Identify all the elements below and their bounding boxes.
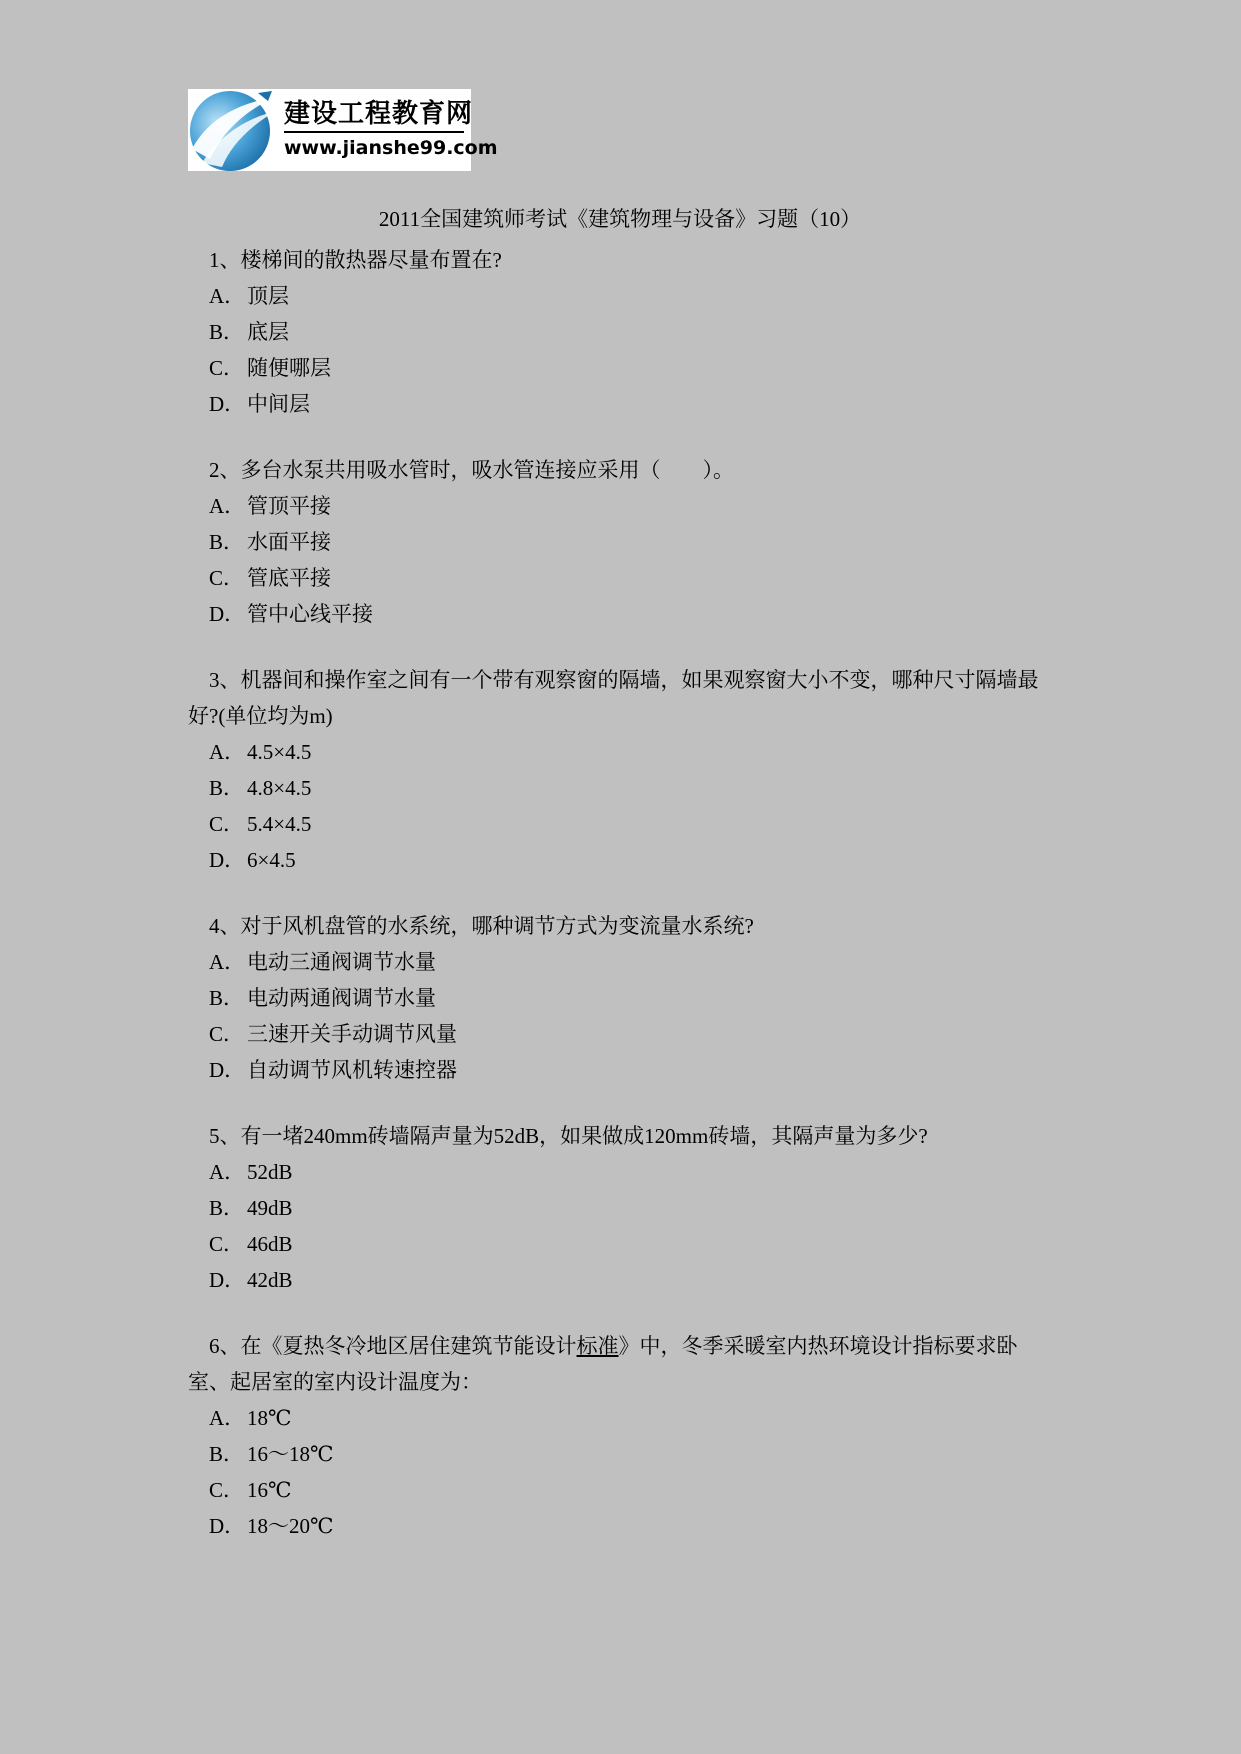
- option-letter: D．: [209, 392, 246, 416]
- option-letter: D．: [209, 602, 246, 626]
- option-letter: C．: [209, 356, 245, 380]
- option-text: 4.5×4.5: [247, 740, 312, 764]
- option-d: [188, 842, 1052, 878]
- question-stem: [188, 1328, 1052, 1400]
- option-text: 水面平接: [247, 530, 331, 554]
- option-b: [188, 1190, 1052, 1226]
- option-text: 顶层: [247, 284, 289, 308]
- option-letter: C．: [209, 812, 245, 836]
- question-list: [188, 242, 1052, 1574]
- option-b: [188, 314, 1052, 350]
- option-letter: C．: [209, 566, 245, 590]
- option-a: [188, 944, 1052, 980]
- option-d: [188, 1508, 1052, 1544]
- option-list: [188, 488, 1052, 632]
- option-list: [188, 734, 1052, 878]
- option-text: 底层: [247, 320, 289, 344]
- option-c: [188, 350, 1052, 386]
- option-letter: C．: [209, 1478, 245, 1502]
- option-text: 随便哪层: [247, 356, 331, 380]
- option-a: [188, 1400, 1052, 1436]
- question-3: [188, 662, 1052, 878]
- option-a: [188, 1154, 1052, 1190]
- option-text: 49dB: [247, 1196, 293, 1220]
- option-text: 46dB: [247, 1232, 293, 1256]
- option-c: [188, 1472, 1052, 1508]
- option-text: 5.4×4.5: [247, 812, 312, 836]
- option-letter: D．: [209, 1514, 246, 1538]
- option-letter: C．: [209, 1232, 245, 1256]
- option-d: [188, 1262, 1052, 1298]
- question-stem: 4、对于风机盘管的水系统，哪种调节方式为变流量水系统?: [209, 914, 754, 938]
- option-b: [188, 770, 1052, 806]
- option-c: [188, 1226, 1052, 1262]
- option-list: [188, 1400, 1052, 1544]
- option-b: [188, 980, 1052, 1016]
- option-text: 18℃: [247, 1406, 292, 1430]
- question-stem: 2、多台水泵共用吸水管时，吸水管连接应采用（ ）。: [209, 458, 734, 482]
- option-letter: D．: [209, 848, 246, 872]
- option-c: [188, 560, 1052, 596]
- stem-underlined-link[interactable]: 标准: [576, 1334, 619, 1358]
- question-stem: 5、有一堵240mm砖墙隔声量为52dB，如果做成120mm砖墙，其隔声量为多少?: [209, 1124, 928, 1148]
- stem-text-after: 》中，冬季采暖室内热环境设计指标要求卧室、起居室的室内设计温度为：: [188, 1334, 1018, 1394]
- question-1: [188, 242, 1052, 422]
- question-2: [188, 452, 1052, 632]
- option-text: 电动三通阀调节水量: [247, 950, 436, 974]
- option-list: [188, 278, 1052, 422]
- question-stem: 1、楼梯间的散热器尽量布置在?: [209, 248, 502, 272]
- option-c: [188, 1016, 1052, 1052]
- logo-divider: [284, 131, 464, 133]
- option-letter: B．: [209, 986, 245, 1010]
- option-text: 管顶平接: [247, 494, 331, 518]
- option-list: [188, 1154, 1052, 1298]
- question-6: [188, 1328, 1052, 1544]
- question-stem: 3、机器间和操作室之间有一个带有观察窗的隔墙，如果观察窗大小不变，哪种尺寸隔墙最好?(单位均为m): [188, 668, 1039, 728]
- question-5: [188, 1118, 1052, 1298]
- option-letter: A．: [209, 1160, 246, 1184]
- stem-text-before: 6、在《夏热冬冷地区居住建筑节能设计: [209, 1334, 577, 1358]
- option-d: [188, 386, 1052, 422]
- option-text: 16℃: [247, 1478, 292, 1502]
- option-c: [188, 806, 1052, 842]
- option-letter: B．: [209, 1442, 245, 1466]
- option-a: [188, 488, 1052, 524]
- option-text: 16～18℃: [247, 1442, 334, 1466]
- option-letter: D．: [209, 1058, 246, 1082]
- option-text: 中间层: [247, 392, 310, 416]
- option-letter: B．: [209, 530, 245, 554]
- option-letter: A．: [209, 1406, 246, 1430]
- option-letter: A．: [209, 494, 246, 518]
- option-d: [188, 596, 1052, 632]
- option-letter: C．: [209, 1022, 245, 1046]
- option-letter: B．: [209, 776, 245, 800]
- logo-title: 建设工程教育网: [284, 99, 474, 129]
- logo-url: www.jianshe99.com: [284, 137, 498, 159]
- option-b: [188, 524, 1052, 560]
- option-text: 三速开关手动调节风量: [247, 1022, 457, 1046]
- option-text: 管底平接: [247, 566, 331, 590]
- option-letter: D．: [209, 1268, 246, 1292]
- option-d: [188, 1052, 1052, 1088]
- option-text: 4.8×4.5: [247, 776, 312, 800]
- question-4: [188, 908, 1052, 1088]
- option-letter: A．: [209, 284, 246, 308]
- option-a: [188, 278, 1052, 314]
- option-list: [188, 944, 1052, 1088]
- page-title: 2011全国建筑师考试《建筑物理与设备》习题（10）: [378, 207, 862, 231]
- option-letter: B．: [209, 320, 245, 344]
- option-letter: A．: [209, 740, 246, 764]
- option-letter: B．: [209, 1196, 245, 1220]
- option-b: [188, 1436, 1052, 1472]
- globe-swoosh-icon: [188, 89, 278, 171]
- option-text: 18～20℃: [247, 1514, 334, 1538]
- option-a: [188, 734, 1052, 770]
- option-text: 管中心线平接: [247, 602, 373, 626]
- site-logo: [188, 89, 498, 171]
- option-text: 42dB: [247, 1268, 293, 1292]
- option-letter: A．: [209, 950, 246, 974]
- option-text: 6×4.5: [247, 848, 296, 872]
- option-text: 电动两通阀调节水量: [247, 986, 436, 1010]
- option-text: 52dB: [247, 1160, 293, 1184]
- option-text: 自动调节风机转速控器: [247, 1058, 457, 1082]
